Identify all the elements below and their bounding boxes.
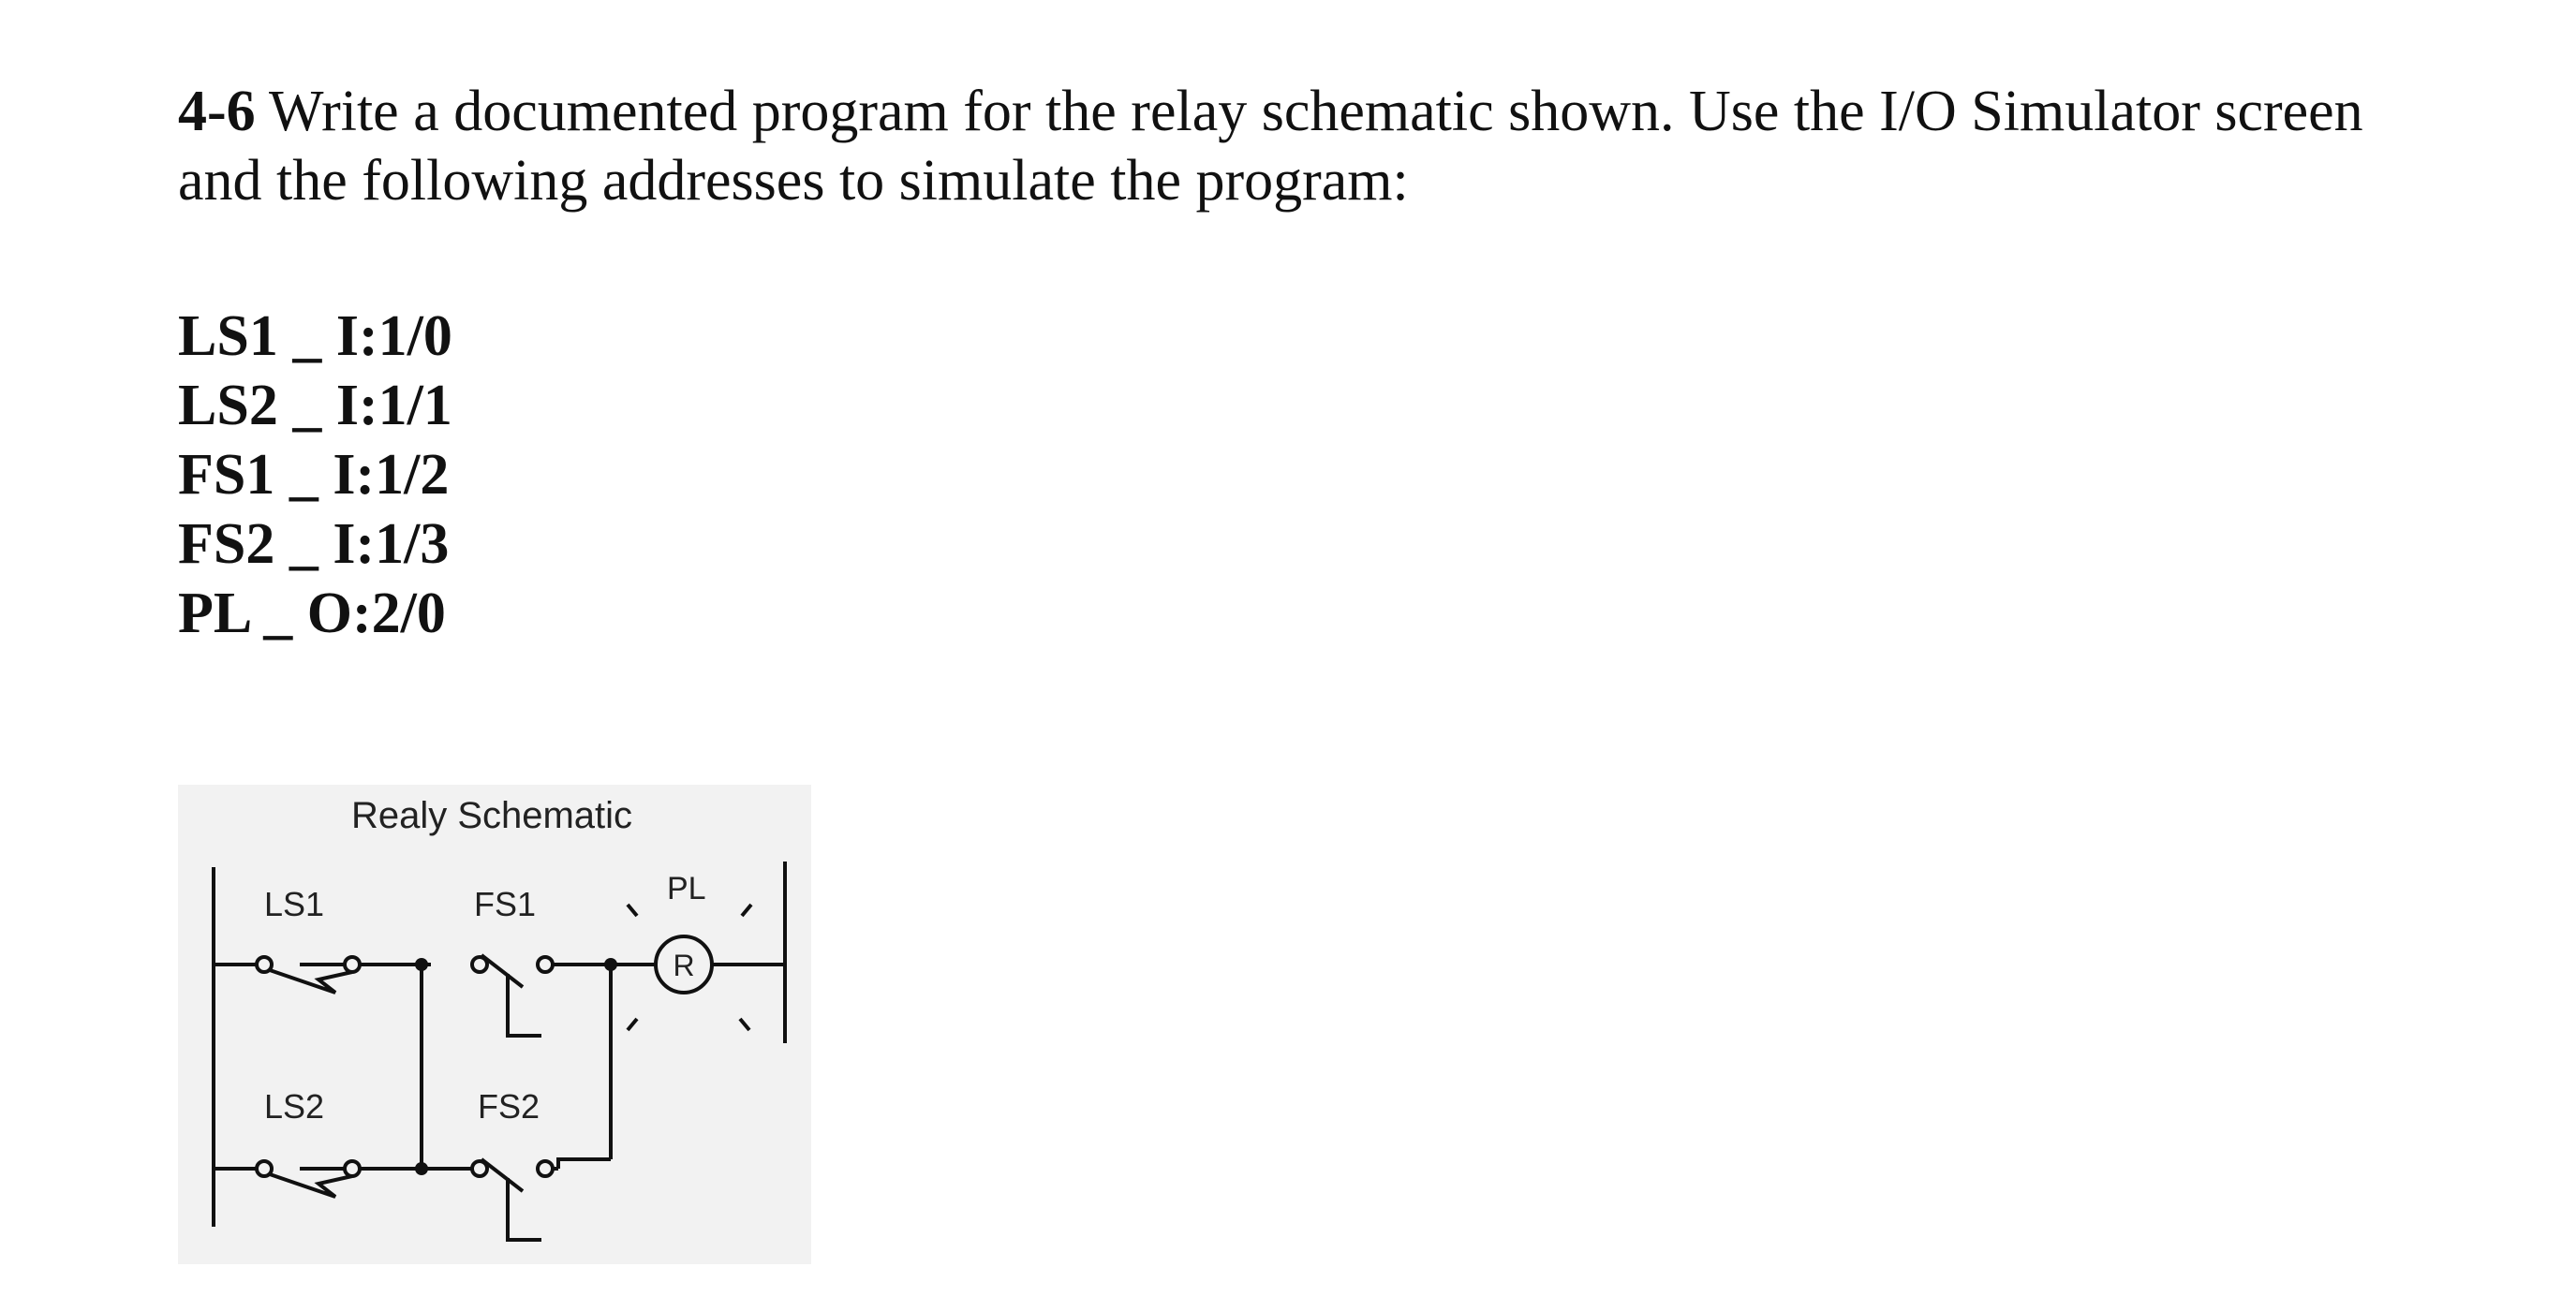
light-ray [742,905,751,916]
junctions [415,958,617,1175]
ls1-label: LS1 [264,885,325,923]
problem-text: Write a documented program for the relay schematic shown. Use the I/O Simulator screen and the following addresses to simulate the program: [178,80,2363,213]
address-ls2: LS2 _ I:1/1 [178,374,452,437]
pl-label: PL [667,871,706,906]
contact-terminal [538,1161,553,1176]
rung2-wire-d [558,1159,611,1169]
schematic-title: Realy Schematic [350,795,633,836]
junction-dot [415,958,428,971]
float-switch-blade [481,955,523,987]
address-fs2: FS2 _ I:1/3 [178,512,450,576]
fs1-label: FS1 [474,885,537,923]
fs2-float-switch [472,1159,553,1240]
problem-number: 4-6 [178,80,256,143]
junction-dot [415,1162,428,1175]
limit-switch-blade [270,1174,352,1197]
contact-terminal [257,1161,272,1176]
contact-terminal [345,1161,360,1176]
relay-schematic-diagram [178,785,811,1264]
light-ray [628,905,637,916]
fs1-float-switch [472,955,553,1036]
contact-terminal [345,957,360,972]
address-pl: PL _ O:2/0 [178,582,446,645]
light-ray [740,1019,749,1030]
fs2-label: FS2 [478,1087,540,1126]
ls2-limit-switch [257,1161,360,1197]
float-switch-float [508,1178,541,1240]
contact-terminal [257,957,272,972]
address-ls1: LS1 _ I:1/0 [178,304,452,368]
ls1-limit-switch [257,957,360,993]
address-list [178,302,452,648]
contact-terminal [538,957,553,972]
limit-switch-blade [270,970,352,993]
junction-dot [604,958,617,971]
lamp-label: R [673,949,695,982]
float-switch-blade [481,1159,523,1191]
relay-schematic [178,785,811,1264]
ls2-label: LS2 [264,1087,325,1126]
float-switch-float [508,974,541,1036]
address-fs1: FS1 _ I:1/2 [178,443,450,507]
problem-statement [178,77,2426,215]
light-ray [628,1019,637,1030]
